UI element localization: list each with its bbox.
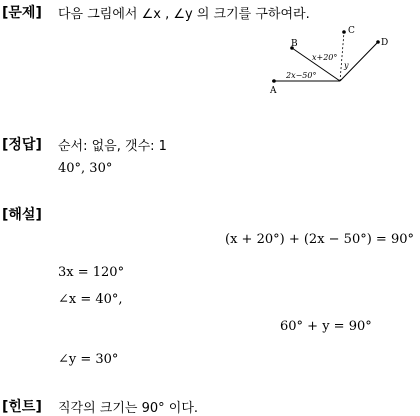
point-a: [272, 79, 276, 83]
angle-figure: [262, 24, 400, 94]
explanation-line: 60° + y = 90°: [280, 319, 372, 334]
hint-label: [힌트]: [2, 399, 42, 415]
explanation-label: [해설]: [2, 207, 42, 223]
answer-meta: 순서: 없음, 갯수: 1: [58, 139, 167, 154]
label-c: C: [348, 26, 355, 36]
point-c: [342, 30, 346, 34]
answer-label: [정답]: [2, 137, 42, 153]
explanation-line: (x + 20°) + (2x − 50°) = 90°: [225, 232, 414, 247]
angle-y-label: y: [344, 61, 349, 70]
label-b: B: [291, 39, 298, 49]
label-d: D: [381, 38, 389, 48]
problem-label: [문제]: [2, 5, 42, 21]
angle-bottom-label: 2x−50°: [286, 71, 317, 80]
point-d: [376, 40, 380, 44]
explanation-line: 3x = 120°: [58, 265, 125, 280]
explanation-line: ∠y = 30°: [58, 352, 119, 367]
explanation-line: ∠x = 40°,: [58, 292, 123, 307]
line-oc: [340, 32, 344, 81]
problem-text: 다음 그림에서 ∠x , ∠y 의 크기를 구하여라.: [58, 7, 310, 22]
answer-value: 40°, 30°: [58, 161, 113, 176]
angle-top-label: x+20°: [312, 53, 338, 62]
hint-text: 직각의 크기는 90° 이다.: [58, 401, 199, 416]
label-a: A: [270, 86, 277, 94]
